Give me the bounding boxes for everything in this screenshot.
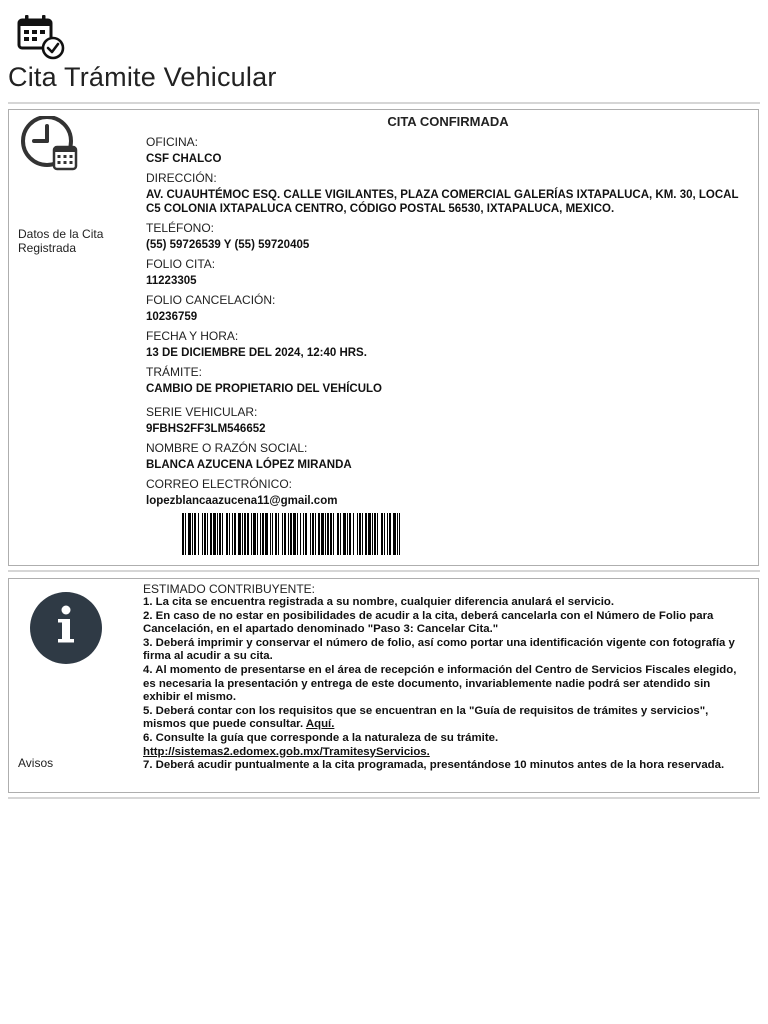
barcode-bar [343, 513, 346, 555]
procedure-value: CAMBIO DE PROPIETARIO DEL VEHÍCULO [146, 383, 382, 395]
barcode-icon [182, 513, 400, 555]
barcode-bar [381, 513, 383, 555]
appointment-details [146, 110, 750, 555]
cancel-folio-value: 10236759 [146, 311, 198, 323]
office-value: CSF CHALCO [146, 153, 222, 165]
vin-value: 9FBHS2FF3LM546652 [146, 423, 266, 435]
address-label: DIRECCIÓN: [146, 171, 217, 185]
email-label: CORREO ELECTRÓNICO: [146, 477, 293, 491]
notice-item-4: 4. Al momento de presentarse en el área de recepción e información del Centro de Servicios Fiscales elegido, es necesaria la presentación y entrega de este documento, invariablemente nadie podrá ser atendido sin exhibir el mismo. [143, 663, 737, 704]
barcode-bar [315, 513, 316, 555]
barcode-bar [305, 513, 307, 555]
barcode-bar [244, 513, 246, 555]
barcode-bar [325, 513, 326, 555]
barcode-bar [353, 513, 354, 555]
services-url-link[interactable]: http://sistemas2.edomex.gob.mx/TramitesyServicios. [143, 745, 430, 758]
appointment-section-label: Datos de la Cita Registrada [18, 227, 104, 255]
barcode-bar [389, 513, 391, 555]
barcode-bar [393, 513, 396, 555]
barcode-bar [270, 513, 271, 555]
email-value: lopezblancaazucena11@gmail.com [146, 495, 338, 507]
barcode-bar [372, 513, 373, 555]
name-value: BLANCA AZUCENA LÓPEZ MIRANDA [146, 459, 352, 471]
notice-item-5 [143, 705, 746, 732]
barcode-bar [399, 513, 400, 555]
page-title: Cita Trámite Vehicular [8, 62, 277, 92]
barcode-bar [337, 513, 339, 555]
barcode-bar [229, 513, 230, 555]
info-icon [27, 591, 105, 665]
barcode-bar [188, 513, 191, 555]
barcode-bar [260, 513, 261, 555]
requirements-guide-link[interactable]: Aquí. [305, 718, 335, 731]
barcode-bar [217, 513, 218, 555]
barcode-bar [185, 513, 186, 555]
barcode-bar [384, 513, 385, 555]
appointment-panel [8, 109, 759, 566]
barcode-bar [318, 513, 320, 555]
phone-label: TELÉFONO: [146, 221, 215, 235]
barcode-bar [340, 513, 341, 555]
barcode-bar [238, 513, 241, 555]
notice-item-6: 6. Consulte la guía que corresponde a la naturaleza de su trámite. [143, 731, 499, 744]
vin-label: SERIE VEHICULAR: [146, 405, 258, 419]
barcode-bar [282, 513, 283, 555]
barcode-bar [290, 513, 292, 555]
barcode-bar [275, 513, 277, 555]
barcode-bar [377, 513, 378, 555]
barcode-bar [300, 513, 301, 555]
barcode-bar [347, 513, 348, 555]
datetime-value: 13 DE DICIEMBRE DEL 2024, 12:40 HRS. [146, 347, 367, 359]
barcode-bar [257, 513, 258, 555]
procedure-label: TRÁMITE: [146, 365, 202, 379]
folio-label: FOLIO CITA: [146, 257, 216, 271]
barcode-bar [321, 513, 324, 555]
barcode-bar [397, 513, 398, 555]
barcode-bar [272, 513, 273, 555]
barcode-bar [253, 513, 256, 555]
barcode-bar [247, 513, 249, 555]
notice-item-2: 2. En caso de no estar en posibilidades de acudir a la cita, deberá cancelarla con el Número de Folio para Cancelación, en el apartado denominado "Paso 3: Cancelar Cita." [143, 609, 714, 636]
barcode [182, 513, 750, 555]
title-divider [8, 102, 760, 104]
notice-item-1: 1. La cita se encuentra registrada a su nombre, cualquier diferencia anulará el servicio. [143, 596, 615, 608]
barcode-bar [262, 513, 264, 555]
barcode-bar [374, 513, 376, 555]
barcode-bar [297, 513, 298, 555]
barcode-bar [349, 513, 351, 555]
section-divider [8, 570, 760, 572]
barcode-bar [278, 513, 279, 555]
barcode-bar [359, 513, 361, 555]
barcode-bar [226, 513, 228, 555]
notices-content [143, 582, 746, 773]
barcode-bar [219, 513, 221, 555]
barcode-bar [357, 513, 358, 555]
office-label: OFICINA: [146, 135, 199, 149]
folio-value: 11223305 [146, 275, 197, 287]
clock-calendar-icon [20, 116, 78, 172]
calendar-check-icon [16, 14, 66, 60]
cancel-folio-label: FOLIO CANCELACIÓN: [146, 293, 276, 307]
barcode-bar [242, 513, 243, 555]
notice-item-6-link-row [143, 746, 746, 760]
barcode-bar [368, 513, 371, 555]
phone-value: (55) 59726539 Y (55) 59720405 [146, 239, 310, 251]
barcode-bar [234, 513, 236, 555]
notices-panel [8, 578, 759, 793]
barcode-bar [303, 513, 304, 555]
barcode-bar [288, 513, 289, 555]
notices-section-label: Avisos [18, 756, 54, 770]
notice-item-5-text: 5. Deberá contar con los requisitos que se encuentran en la "Guía de requisitos de trámites y servicios", mismos que puede consultar. [143, 704, 709, 731]
barcode-bar [210, 513, 212, 555]
barcode-bar [293, 513, 296, 555]
notice-item-3: 3. Deberá imprimir y conservar el número de folio, así como portar una identificación vigente con fotografía y firma al acudir a su cita. [143, 636, 735, 663]
notices-title: ESTIMADO CONTRIBUYENTE: [143, 582, 316, 596]
barcode-bar [222, 513, 223, 555]
barcode-bar [198, 513, 199, 555]
barcode-bar [327, 513, 329, 555]
barcode-bar [202, 513, 203, 555]
barcode-bar [265, 513, 268, 555]
name-label: NOMBRE O RAZÓN SOCIAL: [146, 441, 308, 455]
barcode-bar [387, 513, 388, 555]
barcode-bar [310, 513, 311, 555]
barcode-bar [232, 513, 233, 555]
barcode-bar [251, 513, 252, 555]
barcode-bar [204, 513, 206, 555]
barcode-bar [207, 513, 208, 555]
datetime-label: FECHA Y HORA: [146, 329, 239, 343]
barcode-bar [333, 513, 334, 555]
barcode-bar [182, 513, 184, 555]
barcode-bar [192, 513, 193, 555]
barcode-bar [362, 513, 363, 555]
bottom-divider [8, 797, 760, 799]
barcode-bar [213, 513, 216, 555]
barcode-bar [330, 513, 332, 555]
notice-item-7: 7. Deberá acudir puntualmente a la cita programada, presentándose 10 minutos antes de la hora reservada. [143, 759, 725, 772]
barcode-bar [284, 513, 286, 555]
barcode-bar [365, 513, 367, 555]
barcode-bar [194, 513, 196, 555]
appointment-heading: CITA CONFIRMADA [387, 114, 509, 129]
address-value: AV. CUAUHTÉMOC ESQ. CALLE VIGILANTES, PLAZA COMERCIAL GALERÍAS IXTAPALUCA, KM. 30, LOCAL C5 COLONIA IXTAPALUCA CENTRO, CÓDIGO POSTAL 56530, IXTAPALUCA, MEXICO. [146, 189, 739, 215]
barcode-bar [312, 513, 314, 555]
